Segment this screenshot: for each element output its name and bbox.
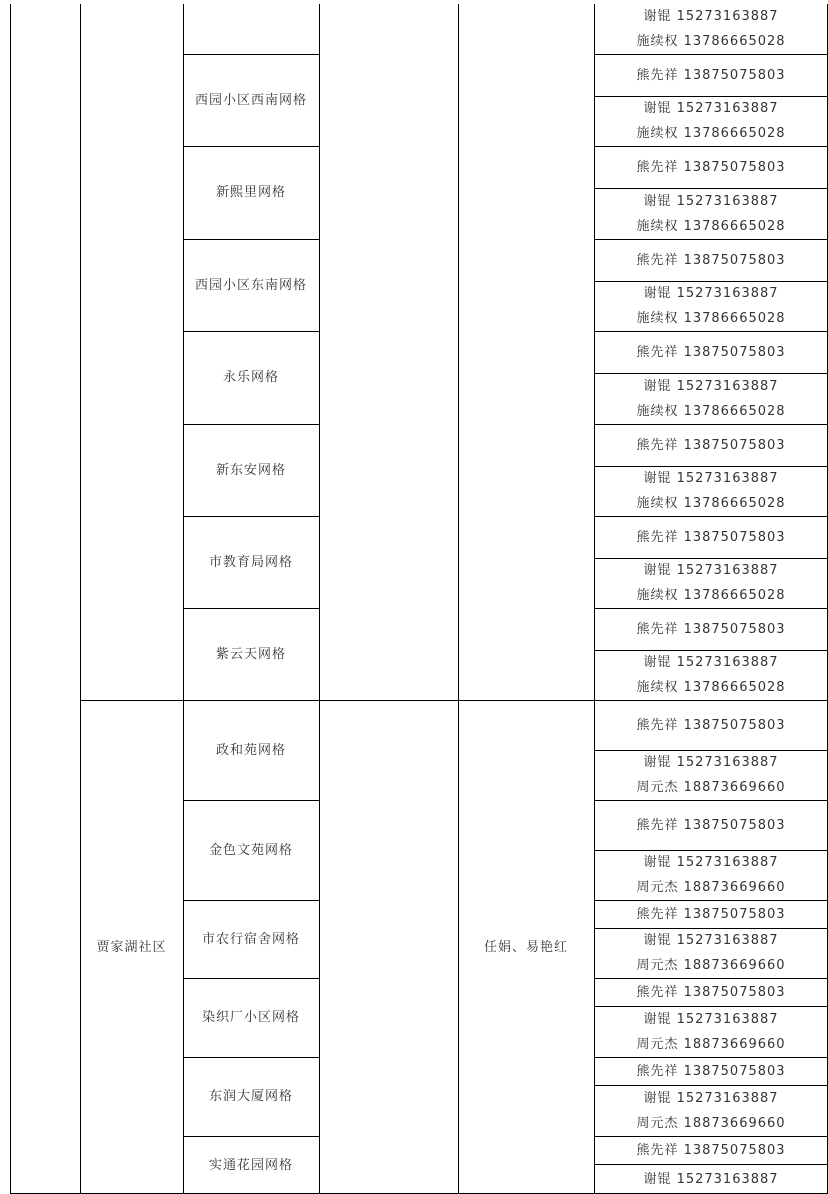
contact-cell: 谢锟 15273163887 周元杰 18873669660 <box>636 1090 786 1131</box>
grid-name-cell: 紫云天网格 <box>215 646 286 662</box>
contact-cell: 熊先祥 13875075803 <box>636 984 786 1000</box>
contact-cell: 谢锟 15273163887 周元杰 18873669660 <box>636 755 786 795</box>
contact-cell: 熊先祥 13875075803 <box>636 344 786 360</box>
contact-cell: 谢锟 15273163887 施续权 13786665028 <box>636 471 786 511</box>
grid-name-cell: 实通花园网格 <box>208 1157 293 1173</box>
contact-cell: 谢锟 15273163887 施续权 13786665028 <box>636 563 786 603</box>
contact-cell: 谢锟 15273163887 施续权 13786665028 <box>636 378 786 419</box>
contact-cell: 熊先祥 13875075803 <box>636 1142 786 1158</box>
contact-cell: 谢锟 15273163887 施续权 13786665028 <box>636 9 786 49</box>
grid-name-cell: 市教育局网格 <box>208 554 293 570</box>
leaders-cell: 任娟、易艳红 <box>483 939 568 955</box>
grid-name-cell: 金色文苑网格 <box>208 842 293 858</box>
contact-cell: 谢锟 15273163887 周元杰 18873669660 <box>636 1011 786 1052</box>
grid-name-cell: 新东安网格 <box>215 462 286 478</box>
contact-cell: 熊先祥 13875075803 <box>636 717 786 733</box>
contact-cell: 谢锟 15273163887 施续权 13786665028 <box>636 655 786 695</box>
contact-cell: 熊先祥 13875075803 <box>636 1063 786 1079</box>
contact-cell: 谢锟 15273163887 周元杰 18873669660 <box>636 933 786 973</box>
contact-cell: 熊先祥 13875075803 <box>636 621 786 637</box>
contact-cell: 谢锟 15273163887 <box>643 1171 779 1187</box>
grid-name-cell: 市农行宿舍网格 <box>201 931 300 947</box>
community-name-cell: 贾家湖社区 <box>96 939 167 955</box>
contact-cell: 熊先祥 13875075803 <box>636 67 786 83</box>
contact-cell: 谢锟 15273163887 周元杰 18873669660 <box>636 855 786 895</box>
grid-name-cell: 西园小区西南网格 <box>194 92 307 108</box>
grid-name-cell: 西园小区东南网格 <box>194 277 307 293</box>
contact-cell: 熊先祥 13875075803 <box>636 906 786 922</box>
contact-cell: 谢锟 15273163887 施续权 13786665028 <box>636 286 786 326</box>
grid-name-cell: 东润大厦网格 <box>208 1089 293 1104</box>
contact-cell: 谢锟 15273163887 施续权 13786665028 <box>636 193 786 234</box>
grid-name-cell: 新熙里网格 <box>215 185 286 200</box>
contact-cell: 熊先祥 13875075803 <box>636 817 786 833</box>
contact-cell: 熊先祥 13875075803 <box>636 252 786 268</box>
contact-cell: 熊先祥 13875075803 <box>636 437 786 453</box>
grid-name-cell: 染织厂小区网格 <box>201 1010 300 1025</box>
grid-name-cell: 政和苑网格 <box>215 742 286 758</box>
contact-cell: 熊先祥 13875075803 <box>636 529 786 545</box>
grid-name-cell: 永乐网格 <box>222 370 279 385</box>
contact-cell: 熊先祥 13875075803 <box>636 159 786 175</box>
contact-cell: 谢锟 15273163887 施续权 13786665028 <box>636 101 786 141</box>
